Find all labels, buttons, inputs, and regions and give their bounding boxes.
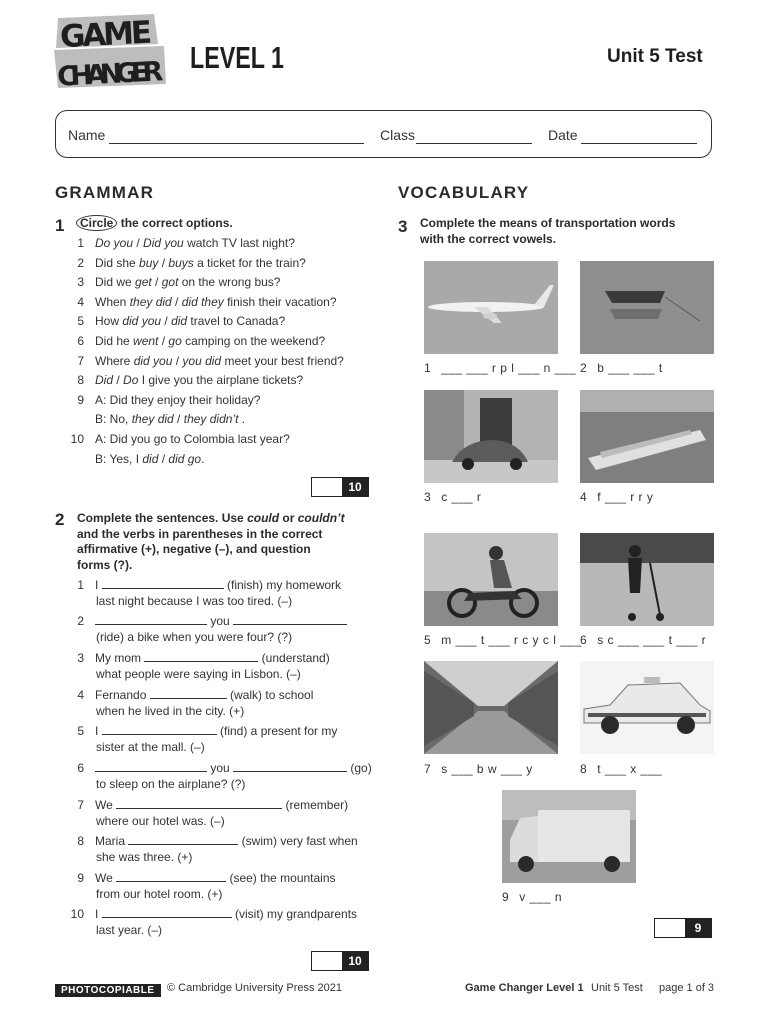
vocab-caption[interactable]: 1 ___ ___ r p l ___ n ___ (424, 361, 577, 375)
option-a[interactable]: they did (129, 295, 172, 309)
option-a[interactable]: Did (95, 373, 114, 387)
option-b[interactable]: Did you (143, 236, 184, 250)
vocab-caption[interactable]: 5 m ___ t ___ r c y c l ___ (424, 633, 582, 647)
q1-item: 5 How did you / did travel to Canada? (70, 314, 285, 328)
item-number: 4 (77, 295, 84, 309)
option-b[interactable]: they didn’t (183, 412, 239, 426)
item-number: 8 (77, 834, 84, 848)
copyright: © Cambridge University Press 2021 (167, 982, 343, 994)
score-value: 10 (342, 952, 368, 970)
item-number: 2 (77, 614, 84, 628)
option-a[interactable]: they did (131, 412, 174, 426)
answer-blank[interactable] (102, 577, 224, 589)
item-number: 3 (77, 275, 84, 289)
question-number: 2 (55, 510, 65, 529)
svg-text:CHANGER: CHANGER (56, 56, 165, 88)
answer-blank[interactable] (102, 906, 232, 918)
option-b[interactable]: got (161, 275, 179, 289)
answer-blank[interactable] (128, 833, 238, 845)
vocab-caption[interactable]: 2 b ___ ___ t (580, 361, 663, 375)
q2-item-line2: from our hotel room. (+) (96, 887, 223, 901)
option-a[interactable]: did (142, 452, 159, 466)
item-number: 2 (77, 256, 84, 270)
answer-blank[interactable] (144, 650, 258, 662)
q2-item: 8 Maria (swim) very fast when (70, 833, 358, 848)
q1-item: 10 A: Did you go to Colombia last year? (70, 432, 290, 446)
answer-blank[interactable] (102, 723, 217, 735)
q2-item: 7 We (remember) (70, 797, 348, 812)
q2-item: 1 I (finish) my homework (70, 577, 341, 592)
svg-text:GAME: GAME (59, 14, 153, 56)
q3-score-box[interactable] (654, 918, 712, 938)
q2-item: 2 you (70, 613, 347, 628)
name-label: Name (68, 127, 106, 143)
option-a[interactable]: did you (133, 354, 173, 368)
option-b[interactable]: buys (168, 256, 194, 270)
class-label: Class (380, 127, 416, 143)
car-photo (424, 390, 558, 483)
unit-title: Unit 5 Test (607, 46, 703, 67)
date-field[interactable] (581, 143, 697, 144)
question-number: 3 (398, 217, 408, 236)
item-number: 5 (77, 314, 84, 328)
answer-blank[interactable] (150, 687, 227, 699)
scooter-photo (580, 533, 714, 626)
score-value: 10 (342, 478, 368, 496)
taxi-photo (580, 661, 714, 754)
q2-item-line2: to sleep on the airplane? (?) (96, 777, 246, 791)
q1-item: 6 Did he went / go camping on the weekend? (70, 334, 325, 348)
option-a[interactable]: get (135, 275, 152, 289)
q1-item: 8 Did / Do I give you the airplane tickets? (70, 373, 303, 387)
q2-item: 9 We (see) the mountains (70, 870, 336, 885)
ferry-photo (580, 390, 714, 483)
footer-unit: Unit 5 Test (591, 982, 643, 994)
item-number: 10 (70, 907, 84, 921)
boat-photo (580, 261, 714, 354)
q1-item: 7 Where did you / you did meet your best friend? (70, 354, 344, 368)
q2-item: 10 I (visit) my grandparents (70, 907, 358, 921)
q2-item-line2: last year. (–) (96, 923, 163, 937)
vocab-caption[interactable]: 9 v ___ n (502, 890, 563, 904)
q1-item: 3 Did we get / got on the wrong bus? (70, 275, 280, 289)
level-label: LEVEL 1 (190, 40, 284, 75)
q2-instruction: Complete the sentences. Use could or couldn’t and the verbs in parentheses in the correct affirmative (+), negative (–), and question forms (?). (77, 511, 345, 572)
item-number: 10 (70, 432, 84, 446)
q1-score-box[interactable] (311, 477, 369, 497)
q2-item-line2: last night because I was too tired. (–) (96, 594, 293, 608)
q1-item: 1 Do you / Did you watch TV last night? (70, 236, 295, 250)
vocab-caption[interactable]: 4 f ___ r r y (580, 490, 654, 504)
q3-instruction: Complete the means of transportation words with the correct vowels. (420, 216, 676, 246)
option-b[interactable]: go (168, 334, 182, 348)
q2-item: 6 you (go) (70, 760, 372, 775)
answer-blank[interactable] (233, 760, 347, 772)
subway-photo (424, 661, 558, 754)
answer-blank[interactable] (95, 760, 207, 772)
answer-blank[interactable] (233, 613, 347, 625)
q1-instruction: Circle the correct options. (76, 216, 233, 232)
vocab-caption[interactable]: 7 s ___ b w ___ y (424, 762, 533, 776)
score-value: 9 (685, 919, 711, 937)
q2-item-line2: she was three. (+) (96, 850, 193, 864)
q2-item-line2: sister at the mall. (–) (96, 740, 205, 754)
motorcycle-photo (424, 533, 558, 626)
q1-item: 9 A: Did they enjoy their holiday? (70, 393, 260, 407)
option-a[interactable]: buy (139, 256, 159, 270)
answer-blank[interactable] (95, 613, 207, 625)
item-number: 9 (77, 871, 84, 885)
item-number: 5 (77, 724, 84, 738)
item-number: 1 (77, 578, 84, 592)
option-a[interactable]: went (133, 334, 159, 348)
q2-score-box[interactable] (311, 951, 369, 971)
name-field[interactable] (109, 143, 364, 144)
answer-blank[interactable] (116, 797, 282, 809)
photocopiable-badge: PHOTOCOPIABLE (55, 984, 161, 997)
footer-book: Game Changer Level 1 (465, 982, 584, 994)
option-a[interactable]: did you (122, 314, 162, 328)
option-b[interactable]: did go (168, 452, 202, 466)
grammar-heading: GRAMMAR (55, 183, 155, 202)
vocab-caption[interactable]: 8 t ___ x ___ (580, 762, 663, 776)
circle-word: Circle (76, 215, 117, 231)
item-number: 6 (77, 334, 84, 348)
game-changer-logo (54, 14, 166, 86)
item-number: 3 (77, 651, 84, 665)
answer-blank[interactable] (116, 870, 226, 882)
q1-item: 4 When they did / did they finish their vacation? (70, 295, 337, 309)
q2-item-line2: what people were saying in Lisbon. (–) (96, 667, 301, 681)
q1-item: 2 Did she buy / buys a ticket for the train? (70, 256, 306, 270)
item-number: 6 (77, 761, 84, 775)
q1-item: B: Yes, I did / did go. (95, 452, 205, 466)
q2-item-line2: where our hotel was. (–) (96, 814, 225, 828)
option-b[interactable]: you did (182, 354, 222, 368)
page-number: page 1 of 3 (659, 982, 715, 994)
item-number: 4 (77, 688, 84, 702)
class-field[interactable] (416, 143, 532, 144)
question-number: 1 (55, 216, 65, 235)
option-b[interactable]: did they (181, 295, 224, 309)
q2-item-line2: when he lived in the city. (+) (96, 704, 245, 718)
q1-item: B: No, they did / they didn’t . (95, 412, 246, 426)
q2-item: 4 Fernando (walk) to school (70, 687, 313, 702)
van-photo (502, 790, 636, 883)
q2-item: 3 My mom (understand) (70, 650, 330, 665)
item-number: 7 (77, 354, 84, 368)
date-label: Date (548, 127, 578, 143)
q2-item-line2: (ride) a bike when you were four? (?) (96, 630, 293, 644)
option-b[interactable]: Do (123, 373, 139, 387)
item-number: 1 (77, 236, 84, 250)
q2-item: 5 I (find) a present for my (70, 723, 337, 738)
item-number: 9 (77, 393, 84, 407)
vocab-caption[interactable]: 3 c ___ r (424, 490, 482, 504)
vocab-caption[interactable]: 6 s c ___ ___ t ___ r (580, 633, 707, 647)
item-number: 7 (77, 798, 84, 812)
option-b[interactable]: did (171, 314, 188, 328)
option-a[interactable]: Do you (95, 236, 134, 250)
item-number: 8 (77, 373, 84, 387)
vocabulary-heading: VOCABULARY (398, 183, 530, 202)
airplane-photo (424, 261, 558, 354)
